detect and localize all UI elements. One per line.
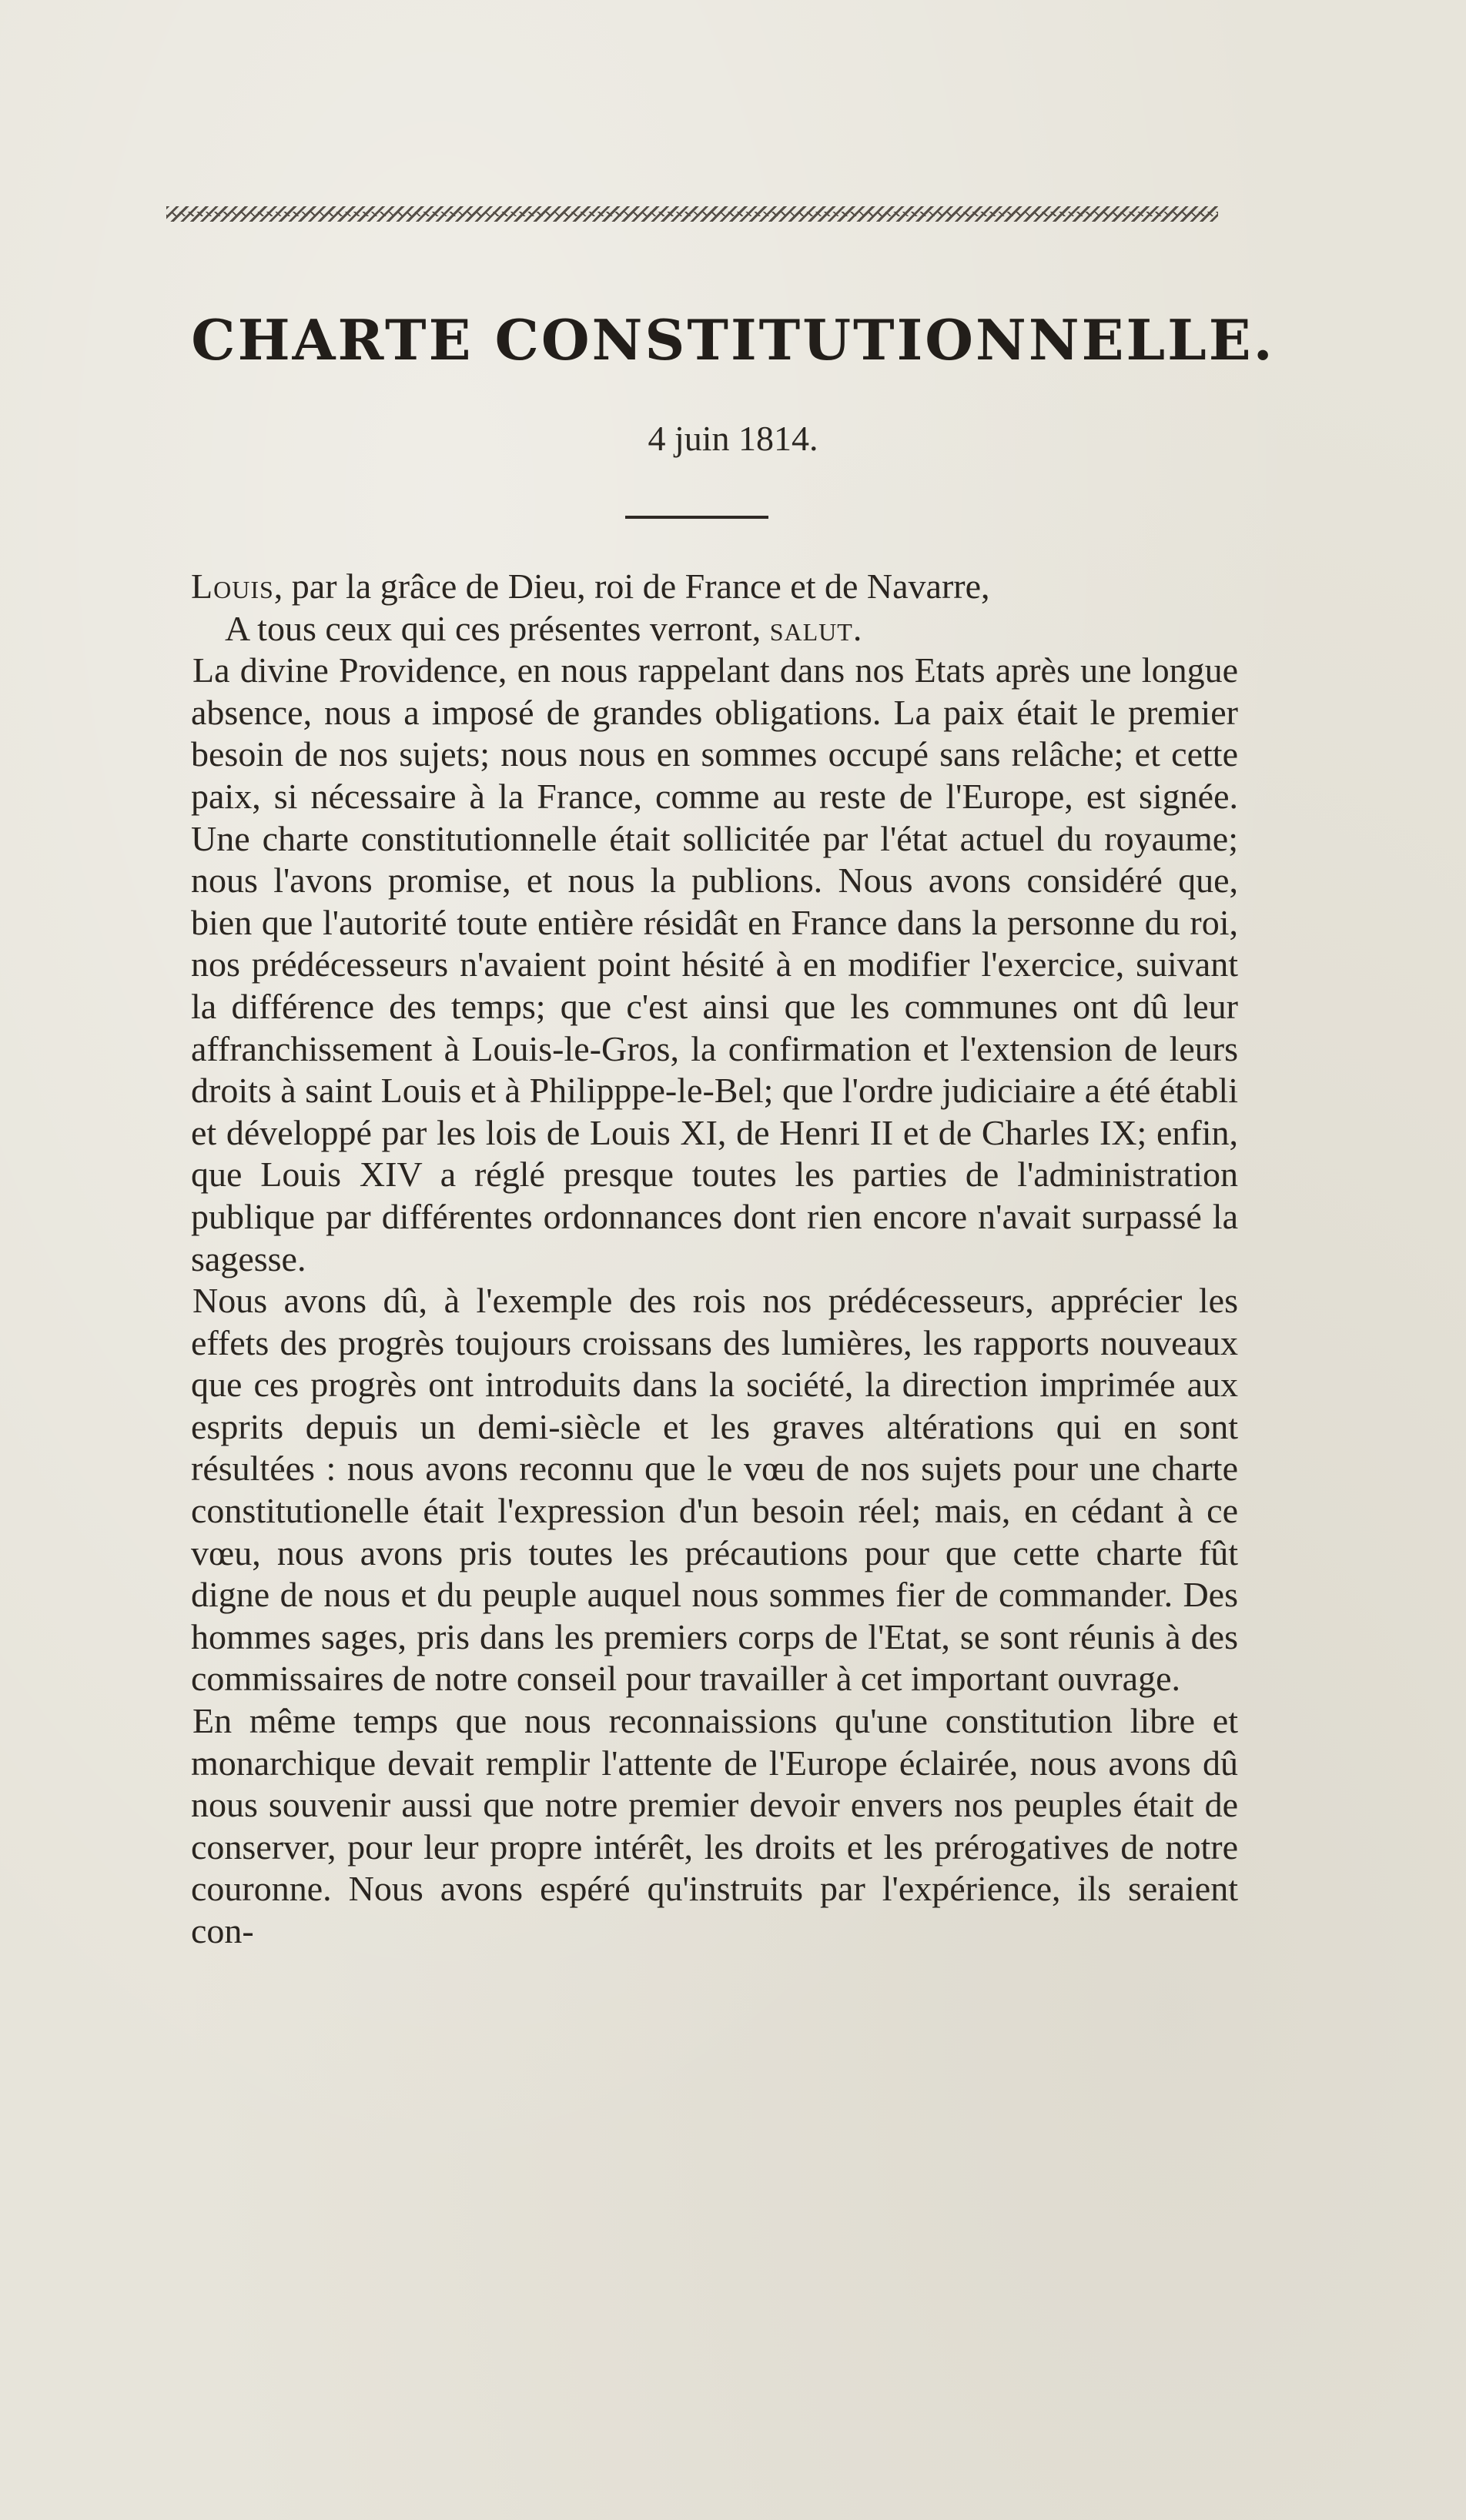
address-text: A tous ceux qui ces présentes verront,: [225, 608, 770, 648]
document-date: 4 juin 1814.: [648, 419, 818, 458]
opening-rest: , par la grâce de Dieu, roi de France et de Navarre,: [273, 566, 990, 606]
document-body: [191, 566, 1238, 1953]
address-line: [191, 608, 1238, 650]
document-title: CHARTE CONSTITUTIONNELLE.: [191, 307, 1275, 373]
address-salut: salut.: [769, 608, 863, 648]
paragraph-2: Nous avons dû, à l'exemple des rois nos prédécesseurs, apprécier les effets des progrès toujours croissans des lumières, les rapports nouveaux que ces progrès ont introduits dans la société, la direction imprimée aux esprits depuis un demi-siècle et les graves altérations qui en sont résultées : nous avons reconnu que le vœu de nos sujets pour une charte constitutionelle était l'expression d'un besoin réel; mais, en cédant à ce vœu, nous avons pris toutes les précautions pour que cette charte fût digne de nous et du peuple auquel nous sommes fier de commander. Des hommes sages, pris dans les premiers corps de l'Etat, se sont réunis à des commissaires de notre conseil pour travailler à cet important ouvrage.: [191, 1281, 1238, 1699]
opening-name: Louis: [191, 566, 274, 606]
header-ornament-rule: [166, 206, 1218, 222]
separator-rule: [625, 516, 768, 519]
opening-line: [191, 566, 1238, 608]
paragraph-1: La divine Providence, en nous rappelant dans nos Etats après une longue absence, nous a imposé de grandes obligations. La paix était le premier besoin de nos sujets; nous nous en sommes occupé sans relâche; et cette paix, si nécessaire à la France, comme au reste de l'Europe, est signée. Une charte constitutionnelle était sollicitée par l'état actuel du royaume; nous l'avons promise, et nous la publions. Nous avons considéré que, bien que l'autorité toute entière résidât en France dans la personne du roi, nos prédécesseurs n'avaient point hésité à en modifier l'exercice, suivant la différence des temps; que c'est ainsi que les communes ont dû leur affranchissement à Louis-le-Gros, la confirmation et l'extension de leurs droits à saint Louis et à Philipppe-le-Bel; que l'ordre judiciaire a été établi et développé par les lois de Louis XI, de Henri II et de Charles IX; enfin, que Louis XIV a réglé presque toutes les parties de l'administration publique par différentes ordonnances dont rien encore n'avait surpassé la sagesse.: [191, 650, 1238, 1278]
paragraph-3: En même temps que nous reconnaissions qu'une constitution libre et monarchique devait remplir l'attente de l'Europe éclairée, nous avons dû nous souvenir aussi que notre premier devoir envers nos peuples était de conserver, pour leur propre intérêt, les droits et les prérogatives de notre couronne. Nous avons espéré qu'instruits par l'expérience, ils seraient con-: [191, 1701, 1238, 1950]
